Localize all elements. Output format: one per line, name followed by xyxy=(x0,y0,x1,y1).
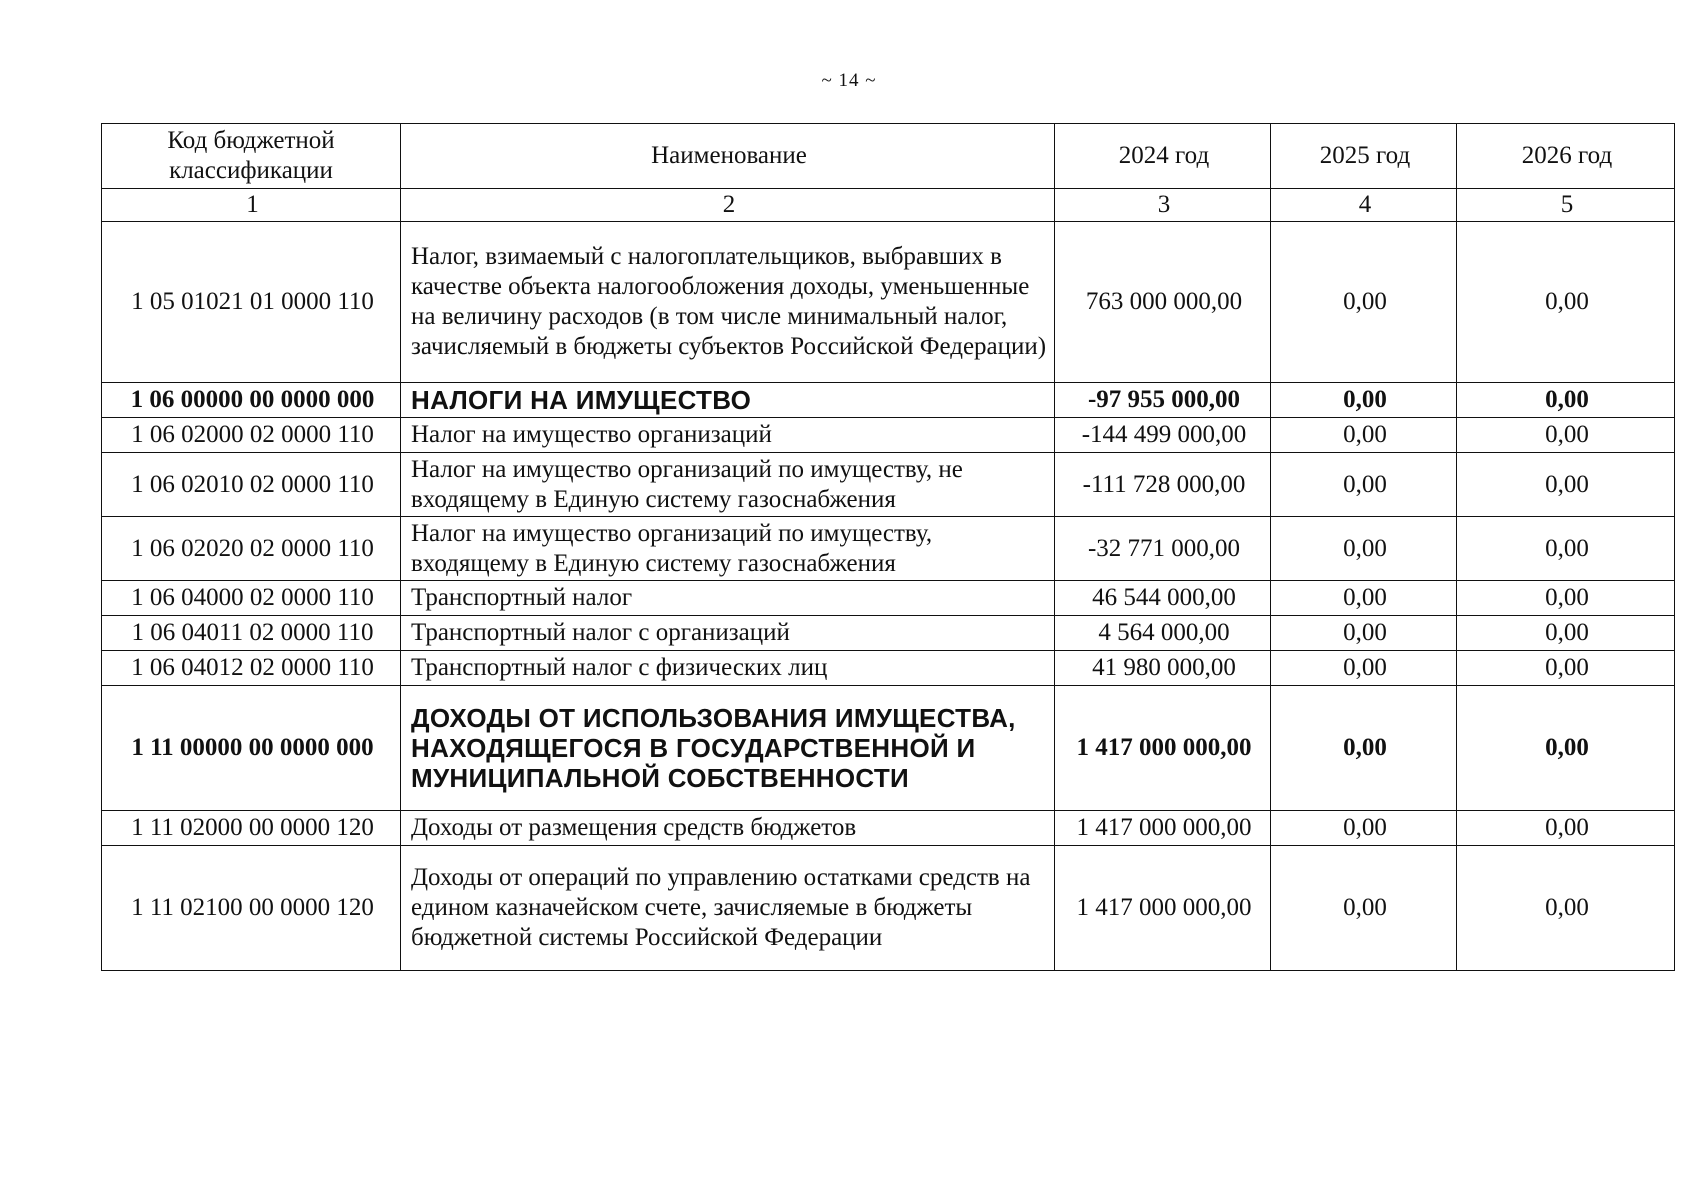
amount-2026-cell: 0,00 xyxy=(1457,616,1675,651)
amount-2024-cell: 1 417 000 000,00 xyxy=(1055,846,1271,971)
table-row xyxy=(102,222,1675,383)
header-2024: 2024 год xyxy=(1055,124,1271,189)
amount-2025-cell: 0,00 xyxy=(1271,581,1457,616)
table-row xyxy=(102,383,1675,418)
code-cell: 1 06 00000 00 0000 000 xyxy=(102,383,401,418)
amount-2025-cell: 0,00 xyxy=(1271,651,1457,686)
header-2025: 2025 год xyxy=(1271,124,1457,189)
code-cell: 1 11 00000 00 0000 000 xyxy=(102,686,401,811)
name-cell: Налог, взимаемый с налогоплательщиков, выбравших в качестве объекта налогообложения доходы, уменьшенные на величину расходов (в том числе минимальный налог, зачисляемый в бюджеты субъектов Российской Федерации) xyxy=(401,222,1055,383)
amount-2025-cell: 0,00 xyxy=(1271,418,1457,453)
amount-2025-cell: 0,00 xyxy=(1271,811,1457,846)
column-number-1: 1 xyxy=(102,189,401,222)
table-row xyxy=(102,453,1675,517)
amount-2026-cell: 0,00 xyxy=(1457,383,1675,418)
amount-2025-cell: 0,00 xyxy=(1271,517,1457,581)
table-row xyxy=(102,811,1675,846)
table-row xyxy=(102,846,1675,971)
amount-2025-cell: 0,00 xyxy=(1271,222,1457,383)
amount-2024-cell: -97 955 000,00 xyxy=(1055,383,1271,418)
table-row xyxy=(102,418,1675,453)
column-number-4: 4 xyxy=(1271,189,1457,222)
name-cell: Налог на имущество организаций xyxy=(401,418,1055,453)
table-row xyxy=(102,686,1675,811)
amount-2024-cell: 46 544 000,00 xyxy=(1055,581,1271,616)
budget-table xyxy=(101,123,1675,971)
amount-2026-cell: 0,00 xyxy=(1457,222,1675,383)
name-cell: Транспортный налог xyxy=(401,581,1055,616)
code-cell: 1 06 02010 02 0000 110 xyxy=(102,453,401,517)
code-cell: 1 06 04000 02 0000 110 xyxy=(102,581,401,616)
column-number-row xyxy=(102,189,1675,222)
name-cell: Налог на имущество организаций по имуществу, не входящему в Единую систему газоснабжения xyxy=(401,453,1055,517)
amount-2025-cell: 0,00 xyxy=(1271,686,1457,811)
code-cell: 1 06 02020 02 0000 110 xyxy=(102,517,401,581)
amount-2025-cell: 0,00 xyxy=(1271,616,1457,651)
amount-2026-cell: 0,00 xyxy=(1457,517,1675,581)
page-number: ~ 14 ~ xyxy=(821,70,877,91)
amount-2024-cell: 763 000 000,00 xyxy=(1055,222,1271,383)
name-cell: Транспортный налог с организаций xyxy=(401,616,1055,651)
column-number-3: 3 xyxy=(1055,189,1271,222)
amount-2024-cell: 4 564 000,00 xyxy=(1055,616,1271,651)
column-number-5: 5 xyxy=(1457,189,1675,222)
table-row xyxy=(102,651,1675,686)
name-cell: Доходы от размещения средств бюджетов xyxy=(401,811,1055,846)
amount-2026-cell: 0,00 xyxy=(1457,453,1675,517)
amount-2024-cell: -144 499 000,00 xyxy=(1055,418,1271,453)
amount-2025-cell: 0,00 xyxy=(1271,383,1457,418)
name-cell: ДОХОДЫ ОТ ИСПОЛЬЗОВАНИЯ ИМУЩЕСТВА, НАХОДЯЩЕГОСЯ В ГОСУДАРСТВЕННОЙ И МУНИЦИПАЛЬНОЙ СОБСТВЕННОСТИ xyxy=(401,686,1055,811)
code-cell: 1 05 01021 01 0000 110 xyxy=(102,222,401,383)
amount-2026-cell: 0,00 xyxy=(1457,811,1675,846)
code-cell: 1 11 02000 00 0000 120 xyxy=(102,811,401,846)
amount-2026-cell: 0,00 xyxy=(1457,846,1675,971)
name-cell: Доходы от операций по управлению остатками средств на едином казначейском счете, зачисляемые в бюджеты бюджетной системы Российской Федерации xyxy=(401,846,1055,971)
name-cell: Налог на имущество организаций по имуществу, входящему в Единую систему газоснабжения xyxy=(401,517,1055,581)
amount-2025-cell: 0,00 xyxy=(1271,453,1457,517)
amount-2026-cell: 0,00 xyxy=(1457,651,1675,686)
amount-2024-cell: 1 417 000 000,00 xyxy=(1055,811,1271,846)
table-header-row xyxy=(102,124,1675,189)
header-code: Код бюджетной классификации xyxy=(102,124,401,189)
table-row xyxy=(102,581,1675,616)
amount-2026-cell: 0,00 xyxy=(1457,581,1675,616)
table-row xyxy=(102,517,1675,581)
code-cell: 1 11 02100 00 0000 120 xyxy=(102,846,401,971)
amount-2026-cell: 0,00 xyxy=(1457,686,1675,811)
code-cell: 1 06 04012 02 0000 110 xyxy=(102,651,401,686)
amount-2024-cell: 1 417 000 000,00 xyxy=(1055,686,1271,811)
header-2026: 2026 год xyxy=(1457,124,1675,189)
name-cell: Транспортный налог с физических лиц xyxy=(401,651,1055,686)
code-cell: 1 06 04011 02 0000 110 xyxy=(102,616,401,651)
amount-2025-cell: 0,00 xyxy=(1271,846,1457,971)
table-row xyxy=(102,616,1675,651)
amount-2024-cell: -32 771 000,00 xyxy=(1055,517,1271,581)
name-cell: НАЛОГИ НА ИМУЩЕСТВО xyxy=(401,383,1055,418)
amount-2026-cell: 0,00 xyxy=(1457,418,1675,453)
code-cell: 1 06 02000 02 0000 110 xyxy=(102,418,401,453)
amount-2024-cell: 41 980 000,00 xyxy=(1055,651,1271,686)
header-name: Наименование xyxy=(401,124,1055,189)
amount-2024-cell: -111 728 000,00 xyxy=(1055,453,1271,517)
column-number-2: 2 xyxy=(401,189,1055,222)
